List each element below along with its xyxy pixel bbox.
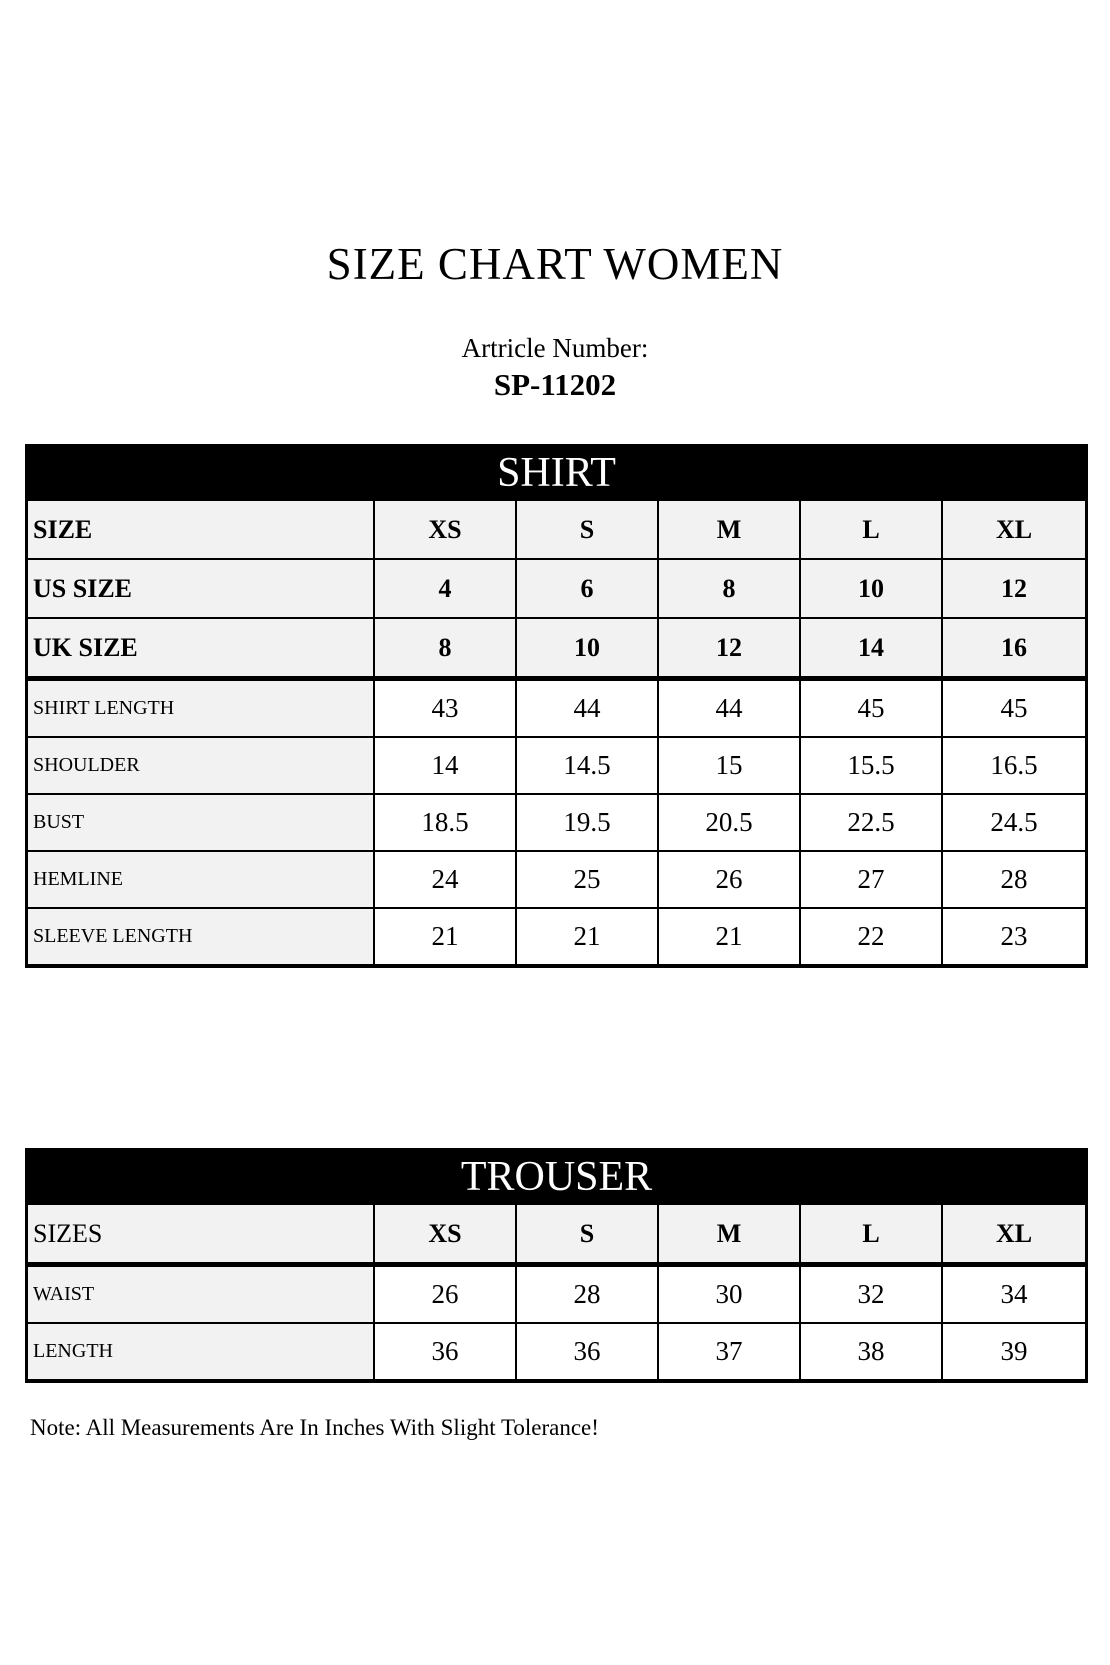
value-cell: 24.5: [943, 795, 1085, 850]
value-cell: 26: [375, 1267, 517, 1322]
value-cell: 23: [943, 909, 1085, 964]
trouser-size-table: [25, 1148, 1088, 1383]
value-cell: 26: [659, 852, 801, 907]
value-cell: 15.5: [801, 738, 943, 793]
value-cell: 12: [943, 560, 1085, 617]
row-label-cell: US SIZE: [28, 560, 375, 617]
value-cell: 36: [517, 1324, 659, 1379]
row-label-cell: SLEEVE LENGTH: [28, 909, 375, 964]
value-cell: S: [517, 1205, 659, 1262]
value-cell: 6: [517, 560, 659, 617]
value-cell: 28: [943, 852, 1085, 907]
trouser-table-title: TROUSER: [28, 1148, 1085, 1205]
row-label-cell: SHIRT LENGTH: [28, 681, 375, 736]
row-label-cell: SIZE: [28, 501, 375, 558]
page-title: SIZE CHART WOMEN: [326, 239, 784, 289]
value-cell: L: [801, 501, 943, 558]
value-cell: 16.5: [943, 738, 1085, 793]
value-cell: 38: [801, 1324, 943, 1379]
table-row: [28, 795, 1085, 852]
value-cell: 37: [659, 1324, 801, 1379]
value-cell: 16: [943, 619, 1085, 676]
table-row: [28, 909, 1085, 964]
value-cell: M: [659, 1205, 801, 1262]
value-cell: 15: [659, 738, 801, 793]
value-cell: 19.5: [517, 795, 659, 850]
value-cell: 14: [801, 619, 943, 676]
value-cell: 44: [517, 681, 659, 736]
value-cell: 14.5: [517, 738, 659, 793]
value-cell: 8: [659, 560, 801, 617]
value-cell: XS: [375, 1205, 517, 1262]
value-cell: 30: [659, 1267, 801, 1322]
shirt-table-title: SHIRT: [28, 444, 1085, 501]
table-row: [28, 738, 1085, 795]
shirt-table-rows: [28, 501, 1085, 964]
value-cell: XL: [943, 1205, 1085, 1262]
shirt-size-table: [25, 444, 1088, 968]
value-cell: L: [801, 1205, 943, 1262]
table-row: [28, 501, 1085, 560]
value-cell: 45: [801, 681, 943, 736]
value-cell: 8: [375, 619, 517, 676]
value-cell: 4: [375, 560, 517, 617]
value-cell: 18.5: [375, 795, 517, 850]
row-label-cell: WAIST: [28, 1267, 375, 1322]
value-cell: 44: [659, 681, 801, 736]
value-cell: 39: [943, 1324, 1085, 1379]
value-cell: 28: [517, 1267, 659, 1322]
value-cell: M: [659, 501, 801, 558]
value-cell: 21: [375, 909, 517, 964]
value-cell: 25: [517, 852, 659, 907]
value-cell: 45: [943, 681, 1085, 736]
row-label-cell: LENGTH: [28, 1324, 375, 1379]
value-cell: 32: [801, 1267, 943, 1322]
row-label-cell: BUST: [28, 795, 375, 850]
row-label-cell: SHOULDER: [28, 738, 375, 793]
table-row: [28, 619, 1085, 681]
value-cell: 20.5: [659, 795, 801, 850]
value-cell: 22: [801, 909, 943, 964]
article-number-value: SP-11202: [493, 367, 617, 403]
value-cell: 36: [375, 1324, 517, 1379]
table-row: [28, 1267, 1085, 1324]
table-row: [28, 852, 1085, 909]
value-cell: 21: [659, 909, 801, 964]
table-row: [28, 1324, 1085, 1379]
value-cell: XL: [943, 501, 1085, 558]
measurement-note: Note: All Measurements Are In Inches With Slight Tolerance!: [30, 1415, 599, 1441]
row-label-cell: UK SIZE: [28, 619, 375, 676]
row-label-cell: SIZES: [28, 1205, 375, 1262]
value-cell: 21: [517, 909, 659, 964]
table-row: [28, 1205, 1085, 1267]
value-cell: 14: [375, 738, 517, 793]
row-label-cell: HEMLINE: [28, 852, 375, 907]
article-number-label: Artricle Number:: [461, 332, 649, 363]
value-cell: 24: [375, 852, 517, 907]
value-cell: 43: [375, 681, 517, 736]
table-row: [28, 560, 1085, 619]
value-cell: 34: [943, 1267, 1085, 1322]
value-cell: 22.5: [801, 795, 943, 850]
value-cell: 12: [659, 619, 801, 676]
value-cell: 10: [801, 560, 943, 617]
value-cell: XS: [375, 501, 517, 558]
trouser-table-rows: [28, 1205, 1085, 1379]
value-cell: S: [517, 501, 659, 558]
value-cell: 27: [801, 852, 943, 907]
value-cell: 10: [517, 619, 659, 676]
table-row: [28, 681, 1085, 738]
